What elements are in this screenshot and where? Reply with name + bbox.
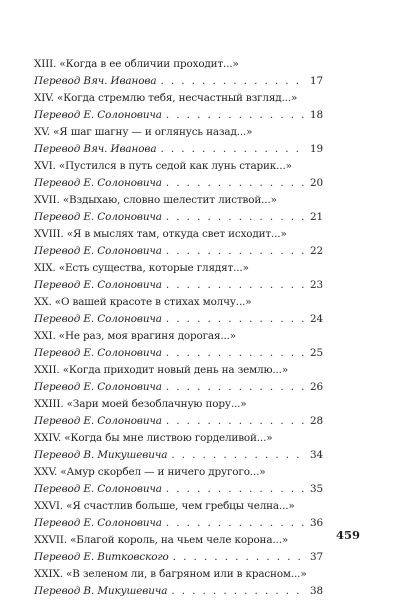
translator-name: Перевод Е. Солоновича	[34, 245, 162, 257]
toc-entry	[34, 192, 323, 226]
dot-leader	[166, 345, 306, 362]
poem-title: XXVII. «Благой король, на чьем челе корона...»	[34, 534, 289, 546]
dot-leader	[166, 481, 306, 498]
translator-line	[34, 583, 323, 600]
dot-leader	[160, 73, 306, 90]
translator-name: Перевод В. Микушевича	[34, 449, 168, 461]
page-reference: 28	[309, 415, 323, 427]
page-reference: 25	[309, 347, 323, 359]
toc-entry	[34, 498, 323, 532]
dot-leader	[166, 413, 306, 430]
translator-line	[34, 447, 323, 464]
translator-name: Перевод Е. Солоновича	[34, 517, 162, 529]
poem-title: XIII. «Когда в ее обличии проходит...»	[34, 58, 239, 70]
translator-name: Перевод Е. Солоновича	[34, 177, 162, 189]
page-reference: 26	[309, 381, 323, 393]
dot-leader	[171, 447, 306, 464]
poem-title: XXIV. «Когда бы мне листвою горделивой...»	[34, 432, 273, 444]
dot-leader	[166, 515, 306, 532]
translator-line	[34, 175, 323, 192]
poem-title: XX. «О вашей красоте в стихах молчу...»	[34, 296, 252, 308]
poem-title: XIV. «Когда стремлю тебя, несчастный взгляд...»	[34, 92, 298, 104]
poem-title: XXII. «Когда приходит новый день на землю...»	[34, 364, 289, 376]
translator-name: Перевод Вяч. Иванова	[34, 75, 157, 87]
translator-line	[34, 209, 323, 226]
translator-line	[34, 277, 323, 294]
toc-entry	[34, 158, 323, 192]
translator-name: Перевод Е. Солоновича	[34, 313, 162, 325]
toc-entry	[34, 294, 323, 328]
translator-line	[34, 73, 323, 90]
dot-leader	[166, 379, 306, 396]
translator-line	[34, 345, 323, 362]
translator-name: Перевод Е. Солоновича	[34, 483, 162, 495]
poem-title: XVIII. «Я в мыслях там, откуда свет исходит...»	[34, 228, 287, 240]
page-reference: 37	[309, 551, 323, 563]
page-reference: 24	[309, 313, 323, 325]
page-reference: 36	[309, 517, 323, 529]
toc-entry	[34, 260, 323, 294]
dot-leader	[160, 141, 306, 158]
toc-entry	[34, 362, 323, 396]
translator-name: Перевод Е. Солоновича	[34, 381, 162, 393]
toc-entry	[34, 226, 323, 260]
translator-name: Перевод Е. Солоновича	[34, 109, 162, 121]
translator-name: Перевод Е. Солоновича	[34, 279, 162, 291]
translator-name: Перевод Вяч. Иванова	[34, 143, 157, 155]
translator-name: Перевод В. Микушевича	[34, 585, 168, 597]
toc-entry	[34, 566, 323, 600]
poem-title: XXI. «Не раз, моя врагиня дорогая...»	[34, 330, 237, 342]
dot-leader	[166, 209, 306, 226]
translator-line	[34, 515, 323, 532]
page-reference: 34	[309, 449, 323, 461]
translator-line	[34, 481, 323, 498]
dot-leader	[166, 175, 306, 192]
page-number: 459	[336, 528, 361, 542]
page-reference: 19	[309, 143, 323, 155]
toc-entry	[34, 90, 323, 124]
page-reference: 18	[309, 109, 323, 121]
poem-title: XXVI. «Я счастлив больше, чем гребцы челна...»	[34, 500, 295, 512]
dot-leader	[171, 583, 306, 600]
page-reference: 35	[309, 483, 323, 495]
table-of-contents	[34, 56, 323, 600]
toc-entry	[34, 430, 323, 464]
poem-title: XXV. «Амур скорбел — и ничего другого...»	[34, 466, 266, 478]
translator-name: Перевод Е. Витковского	[34, 551, 169, 563]
toc-entry	[34, 532, 323, 566]
translator-line	[34, 549, 323, 566]
toc-entry	[34, 56, 323, 90]
page-reference: 20	[309, 177, 323, 189]
dot-leader	[166, 243, 306, 260]
page-reference: 23	[309, 279, 323, 291]
translator-line	[34, 107, 323, 124]
page-reference: 17	[309, 75, 323, 87]
translator-line	[34, 141, 323, 158]
page-reference: 38	[309, 585, 323, 597]
poem-title: XVII. «Вздыхаю, словно шелестит листвой...»	[34, 194, 277, 206]
poem-title: XIX. «Есть существа, которые глядят...»	[34, 262, 249, 274]
toc-entry	[34, 396, 323, 430]
translator-line	[34, 311, 323, 328]
poem-title: XV. «Я шаг шагну — и оглянусь назад...»	[34, 126, 253, 138]
page-reference: 22	[309, 245, 323, 257]
translator-name: Перевод Е. Солоновича	[34, 211, 162, 223]
page-reference: 21	[309, 211, 323, 223]
translator-line	[34, 243, 323, 260]
dot-leader	[166, 311, 306, 328]
dot-leader	[166, 277, 306, 294]
dot-leader	[166, 107, 306, 124]
translator-line	[34, 379, 323, 396]
toc-entry	[34, 124, 323, 158]
translator-line	[34, 413, 323, 430]
poem-title: XXIII. «Зари моей безоблачную пору...»	[34, 398, 247, 410]
translator-name: Перевод Е. Солоновича	[34, 347, 162, 359]
poem-title: XXIX. «В зеленом ли, в багряном или в красном...»	[34, 568, 307, 580]
translator-name: Перевод Е. Солоновича	[34, 415, 162, 427]
toc-entry	[34, 328, 323, 362]
poem-title: XVI. «Пустился в путь седой как лунь старик...»	[34, 160, 292, 172]
toc-entry	[34, 464, 323, 498]
dot-leader	[173, 549, 306, 566]
